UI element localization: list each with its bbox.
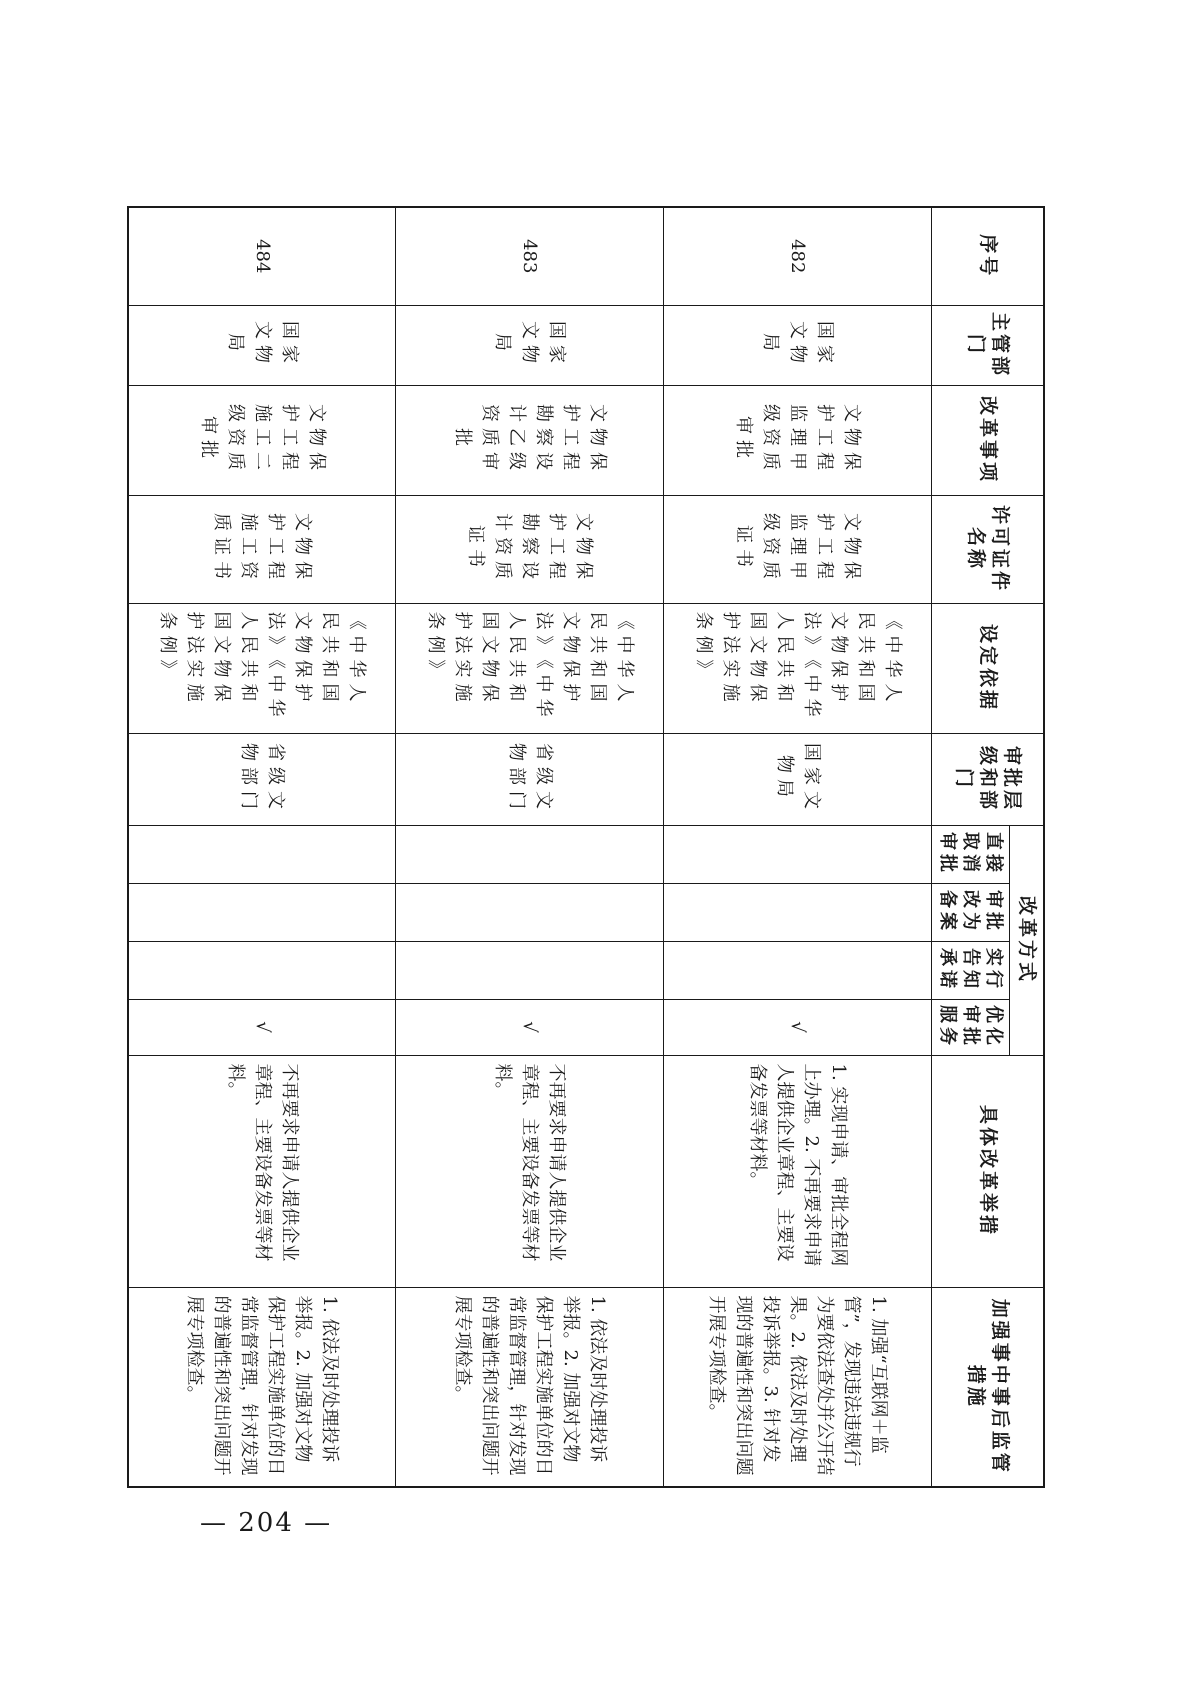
cell-mode-filing [128, 883, 396, 941]
page-number: — 204 — [200, 1508, 333, 1538]
cell-mode-notice [128, 941, 396, 999]
cell-level: 国家文物局 [664, 733, 932, 825]
cell-mode-cancel [396, 825, 664, 883]
cell-item: 文物保护工程施工二级资质审批 [128, 385, 396, 495]
cell-supervision: 1. 依法及时处理投诉举报。2. 加强对文物保护工程实施单位的日常监督管理，针对发现的普遍性和突出问题开展专项检查。 [128, 1287, 396, 1487]
cell-dept: 国家文物局 [664, 305, 932, 385]
cell-basis: 《中华人民共和国文物保护法》《中华人民共和国文物保护法实施条例》 [664, 603, 932, 733]
cell-supervision: 1. 依法及时处理投诉举报。2. 加强对文物保护工程实施单位的日常监督管理，针对发现的普遍性和突出问题开展专项检查。 [396, 1287, 664, 1487]
header-level: 审批层级和部门 [932, 733, 1044, 825]
cell-item: 文物保护工程监理甲级资质审批 [664, 385, 932, 495]
cell-supervision: 1. 加强“互联网＋监管”，发现违法违规行为要依法查处并公开结果。2. 依法及时处理投诉举报。3. 针对发现的普遍性和突出问题开展专项检查。 [664, 1287, 932, 1487]
header-dept: 主管部门 [932, 305, 1044, 385]
cell-measures: 不再要求申请人提供企业章程、主要设备发票等材料。 [128, 1055, 396, 1287]
header-basis: 设定依据 [932, 603, 1044, 733]
cell-measures: 1. 实现申请、审批全程网上办理。2. 不再要求申请人提供企业章程、主要设备发票等材料。 [664, 1055, 932, 1287]
cell-cert: 文物保护工程勘察设计资质证书 [396, 495, 664, 603]
table-row [128, 207, 396, 1487]
header-no: 序号 [932, 207, 1044, 305]
cell-level: 省级文物部门 [396, 733, 664, 825]
header-measures: 具体改革举措 [932, 1055, 1044, 1287]
cell-level: 省级文物部门 [128, 733, 396, 825]
header-supervision: 加强事中事后监管措施 [932, 1287, 1044, 1487]
cell-item: 文物保护工程勘察设计乙级资质审批 [396, 385, 664, 495]
cell-basis: 《中华人民共和国文物保护法》《中华人民共和国文物保护法实施条例》 [128, 603, 396, 733]
header-reform-mode: 改革方式 [1010, 825, 1044, 1055]
table-row [664, 207, 932, 1487]
cell-mode-cancel [664, 825, 932, 883]
cell-dept: 国家文物局 [128, 305, 396, 385]
cell-no: 483 [396, 207, 664, 305]
cell-mode-notice [664, 941, 932, 999]
cell-mode-optimize: √ [396, 999, 664, 1055]
cell-no: 482 [664, 207, 932, 305]
cell-mode-filing [664, 883, 932, 941]
cell-basis: 《中华人民共和国文物保护法》《中华人民共和国文物保护法实施条例》 [396, 603, 664, 733]
header-mode-optimize: 优化审批服务 [932, 999, 1010, 1055]
reform-table [127, 206, 1045, 1488]
header-item: 改革事项 [932, 385, 1044, 495]
cell-no: 484 [128, 207, 396, 305]
cell-mode-cancel [128, 825, 396, 883]
header-mode-cancel: 直接取消审批 [932, 825, 1010, 883]
header-row-top [1010, 207, 1044, 1487]
table-row [396, 207, 664, 1487]
header-cert: 许可证件名称 [932, 495, 1044, 603]
cell-mode-optimize: √ [128, 999, 396, 1055]
cell-mode-filing [396, 883, 664, 941]
cell-cert: 文物保护工程施工资质证书 [128, 495, 396, 603]
cell-mode-optimize: √ [664, 999, 932, 1055]
rotated-table-wrapper [145, 206, 1045, 1486]
cell-mode-notice [396, 941, 664, 999]
cell-measures: 不再要求申请人提供企业章程、主要设备发票等材料。 [396, 1055, 664, 1287]
cell-dept: 国家文物局 [396, 305, 664, 385]
cell-cert: 文物保护工程监理甲级资质证书 [664, 495, 932, 603]
header-mode-filing: 审批改为备案 [932, 883, 1010, 941]
header-mode-notice: 实行告知承诺 [932, 941, 1010, 999]
